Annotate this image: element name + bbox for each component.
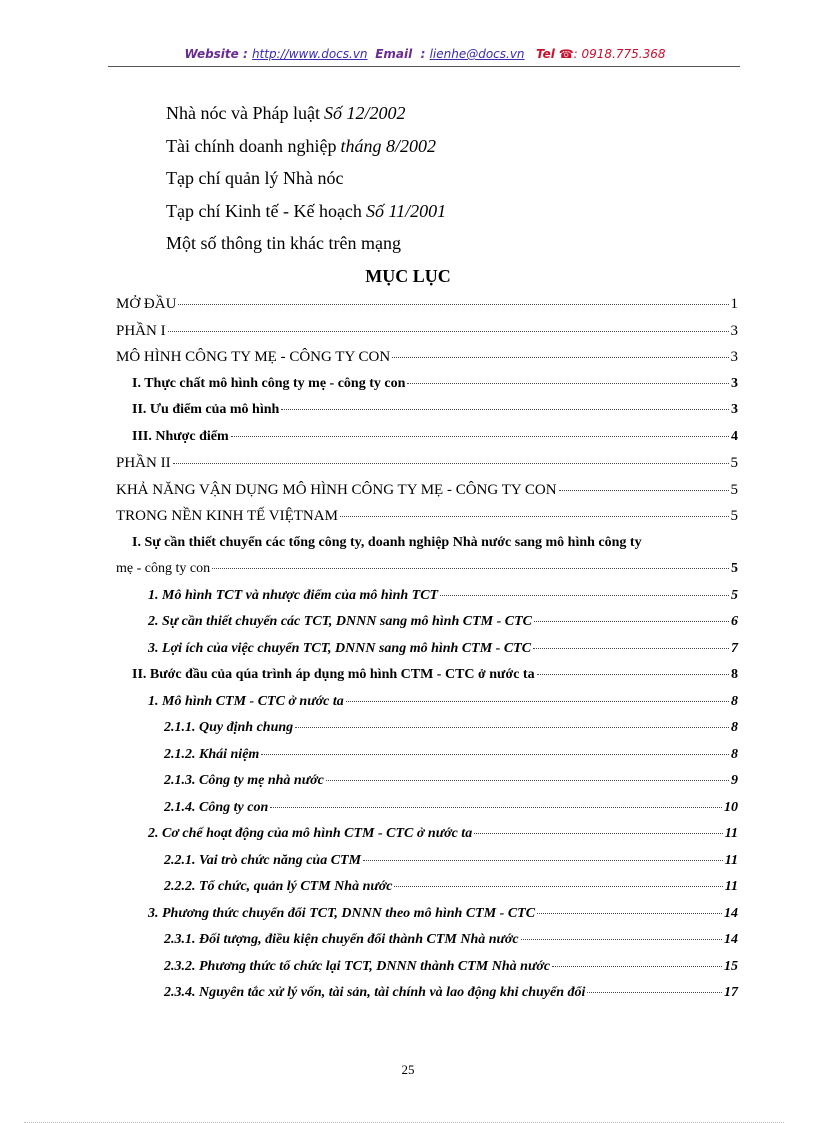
toc-entry[interactable]: 2.1.3. Công ty mẹ nhà nước 9 (164, 773, 738, 788)
toc-entry[interactable]: MÔ HÌNH CÔNG TY MẸ - CÔNG TY CON 3 (116, 349, 738, 365)
toc-entry[interactable]: 1. Mô hình CTM - CTC ở nước ta 8 (148, 693, 738, 709)
header-divider (108, 66, 740, 67)
reference-item: Tạp chí Kinh tế - Kế hoạch Số 11/2001 (166, 200, 447, 221)
reference-item: Tạp chí quản lý Nhà nóc (166, 168, 344, 188)
toc-entry[interactable]: 2.1.4. Công ty con 10 (164, 799, 738, 815)
toc-entry[interactable]: I. Thực chất mô hình công ty mẹ - công ty con 3 (132, 375, 738, 391)
toc-entry[interactable]: 2.1.2. Khái niệm 8 (164, 746, 738, 762)
toc-entry[interactable]: 3. Phương thức chuyển đổi TCT, DNNN theo mô hình CTM - CTC 14 (148, 905, 738, 921)
website-link[interactable]: http://www.docs.vn (251, 47, 368, 61)
toc-entry[interactable]: 2.3.4. Nguyên tắc xử lý vốn, tài sản, tài chính và lao động khi chuyển đổi 17 (164, 985, 738, 1000)
email-link[interactable]: lienhe@docs.vn (429, 47, 525, 61)
toc-entry[interactable]: 2.3.2. Phương thức tổ chức lại TCT, DNNN thành CTM Nhà nước 15 (164, 958, 738, 974)
toc-entry[interactable]: 2.3.1. Đối tượng, điều kiện chuyển đổi thành CTM Nhà nước 14 (164, 932, 738, 947)
website-label: Website (184, 47, 239, 61)
toc-entry[interactable]: mẹ - công ty con 5 (116, 561, 738, 576)
toc-entry[interactable]: TRONG NỀN KINH TẾ VIỆTNAM 5 (116, 508, 738, 524)
reference-item: Nhà nóc và Pháp luật Số 12/2002 (166, 103, 406, 123)
toc-entry[interactable]: MỞ ĐẦU 1 (116, 296, 738, 312)
toc-entry[interactable]: PHẦN I 3 (116, 322, 738, 339)
email-label: Email (375, 47, 413, 61)
reference-list (166, 103, 446, 266)
toc-entry[interactable]: 2.1.1. Quy định chung 8 (164, 720, 738, 735)
toc-title: MỤC LỤC (365, 266, 451, 286)
tel-value: : 0918.775.368 (573, 47, 666, 61)
tel-label: Tel (536, 47, 555, 61)
toc-entry[interactable]: 2.2.2. Tổ chức, quản lý CTM Nhà nước 11 (164, 879, 738, 894)
toc-entry[interactable]: PHẦN II 5 (116, 455, 738, 471)
telephone-icon: ☎ (558, 47, 574, 61)
toc-entry[interactable]: II. Ưu điểm của mô hình 3 (132, 402, 738, 417)
page-header: Website : http://www.docs.vn Email : lienhe@docs.vn Tel ☎: 0918.775.368 (184, 47, 666, 61)
toc-entry[interactable]: 2. Cơ chế hoạt động của mô hình CTM - CTC ở nước ta 11 (148, 826, 738, 841)
toc-entry-line1[interactable]: I. Sự cần thiết chuyển các tổng công ty, doanh nghiệp Nhà nước sang mô hình công ty (132, 534, 642, 550)
toc-entry[interactable]: III. Nhược điểm 4 (132, 428, 738, 444)
toc-entry[interactable]: 3. Lợi ích của việc chuyển TCT, DNNN sang mô hình CTM - CTC 7 (148, 640, 738, 656)
toc-entry[interactable]: II. Bước đầu của qúa trình áp dụng mô hình CTM - CTC ở nước ta 8 (132, 667, 738, 682)
reference-item: Tài chính doanh nghiệp tháng 8/2002 (166, 135, 436, 156)
table-of-contents (116, 296, 738, 1012)
toc-entry[interactable]: 2.2.1. Vai trò chức năng của CTM 11 (164, 852, 738, 868)
reference-item: Một số thông tin khác trên mạng (166, 233, 401, 253)
page-number: 25 (401, 1062, 415, 1077)
toc-entry[interactable]: 1. Mô hình TCT và nhược điểm của mô hình TCT 5 (148, 587, 738, 603)
toc-entry[interactable]: 2. Sự cần thiết chuyển các TCT, DNNN sang mô hình CTM - CTC 6 (148, 614, 738, 629)
toc-entry[interactable]: KHẢ NĂNG VẬN DỤNG MÔ HÌNH CÔNG TY MẸ - CÔNG TY CON 5 (116, 481, 738, 498)
